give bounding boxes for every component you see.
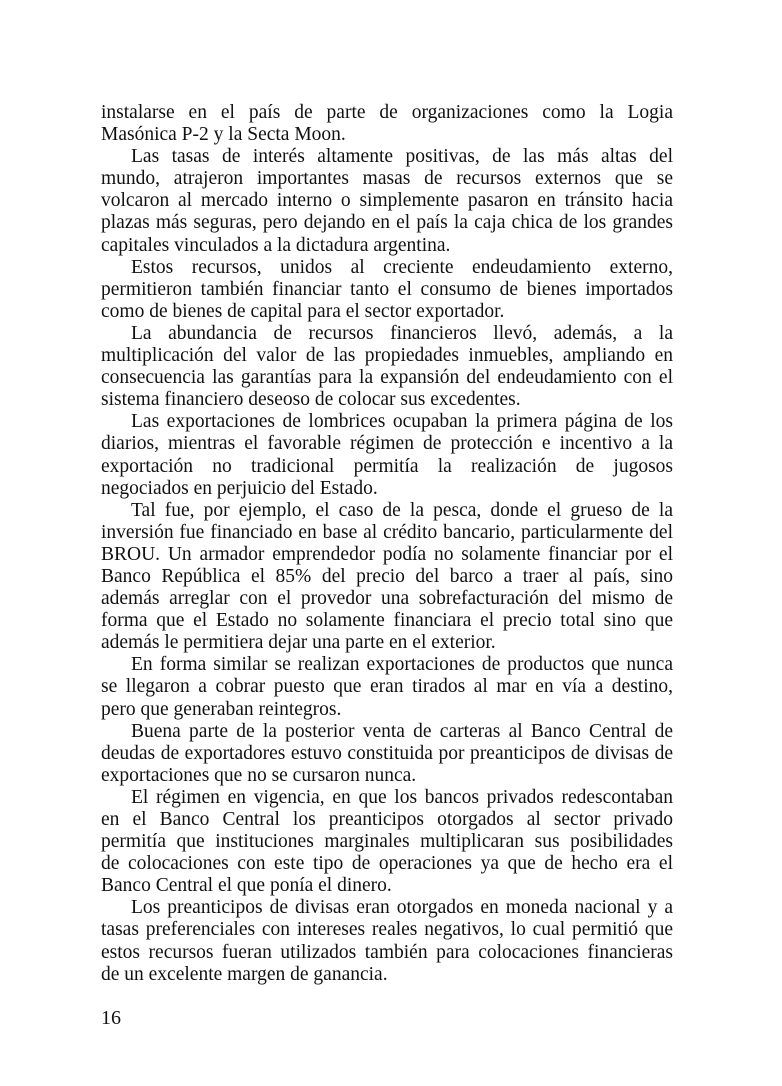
text-line: como de bienes de capital para el sector exportador. <box>101 300 505 322</box>
text-line: permitieron también financiar tanto el consumo de bienes importados <box>101 278 673 300</box>
text-line: mundo, atrajeron importantes masas de recursos externos que se <box>101 168 673 190</box>
text-line: instalarse en el país de parte de organizaciones como la Logia <box>101 102 673 123</box>
paragraph <box>101 787 673 897</box>
text-line: diarios, mientras el favorable régimen de protección e incentivo a la <box>101 433 673 455</box>
text-line: de un excelente margen de ganancia. <box>101 963 388 985</box>
text-line: Buena parte de la posterior venta de carteras al Banco Central de <box>131 720 673 742</box>
text-line: Los preanticipos de divisas eran otorgados en moneda nacional y a <box>131 897 673 919</box>
text-line: Banco Central el que ponía el dinero. <box>101 875 392 897</box>
text-line: Banco República el 85% del precio del barco a traer al país, sino <box>101 565 673 587</box>
paragraph <box>101 897 673 985</box>
text-line: consecuencia las garantías para la expansión del endeudamiento con el <box>101 367 673 389</box>
text-line: forma que el Estado no solamente financiara el precio total sino que <box>101 610 673 632</box>
paragraph <box>101 323 673 411</box>
text-line: En forma similar se realizan exportaciones de productos que nunca <box>131 654 673 676</box>
text-line: negociados en perjuicio del Estado. <box>101 477 378 499</box>
text-line: exportación no tradicional permitía la realización de jugosos <box>101 455 673 477</box>
text-line: capitales vinculados a la dictadura argentina. <box>101 234 451 256</box>
text-line: de colocaciones con este tipo de operaciones ya que de hecho era el <box>101 853 673 875</box>
text-line: Masónica P-2 y la Secta Moon. <box>101 124 346 146</box>
paragraph <box>101 721 673 787</box>
text-line: en el Banco Central los preanticipos otorgados al sector privado <box>101 809 673 830</box>
text-line: volcaron al mercado interno o simplemente pasaron en tránsito hacia <box>101 190 673 212</box>
page-number: 16 <box>101 1007 121 1029</box>
text-line: El régimen en vigencia, en que los bancos privados redescontaban <box>131 786 673 808</box>
text-line: multiplicación del valor de las propiedades inmuebles, ampliando en <box>101 345 673 367</box>
text-line: además arreglar con el provedor una sobrefacturación del mismo de <box>101 588 673 610</box>
text-line: estos recursos fueran utilizados también para colocaciones financieras <box>101 941 673 963</box>
text-line: deudas de exportadores estuvo constituida por preanticipos de divisas de <box>101 742 673 764</box>
paragraph <box>101 257 673 323</box>
text-line: pero que generaban reintegros. <box>101 698 342 720</box>
text-line: La abundancia de recursos financieros llevó, además, a la <box>131 322 673 344</box>
text-line: plazas más seguras, pero dejando en el país la caja chica de los grandes <box>101 212 673 234</box>
text-line: se llegaron a cobrar puesto que eran tirados al mar en vía a destino, <box>101 676 673 698</box>
paragraph <box>101 654 673 720</box>
text-line: inversión fue financiado en base al crédito bancario, particularmente del <box>101 521 673 543</box>
text-line: Tal fue, por ejemplo, el caso de la pesca, donde el grueso de la <box>131 499 673 521</box>
text-line: Las exportaciones de lombrices ocupaban la primera página de los <box>131 411 673 433</box>
paragraph <box>101 411 673 499</box>
text-line: sistema financiero deseoso de colocar sus excedentes. <box>101 389 521 411</box>
paragraph <box>101 146 673 256</box>
text-line: Las tasas de interés altamente positivas, de las más altas del <box>131 146 673 168</box>
text-line: tasas preferenciales con intereses reales negativos, lo cual permitió que <box>101 919 673 941</box>
text-line: permitía que instituciones marginales multiplicaran sus posibilidades <box>101 831 673 853</box>
text-line: exportaciones que no se cursaron nunca. <box>101 764 417 786</box>
text-line: además le permitiera dejar una parte en el exterior. <box>101 632 496 654</box>
body-text <box>101 102 673 986</box>
paragraph <box>101 102 673 146</box>
text-line: BROU. Un armador emprendedor podía no solamente financiar por el <box>101 543 673 565</box>
text-line: Estos recursos, unidos al creciente endeudamiento externo, <box>131 256 673 278</box>
paragraph <box>101 500 673 655</box>
